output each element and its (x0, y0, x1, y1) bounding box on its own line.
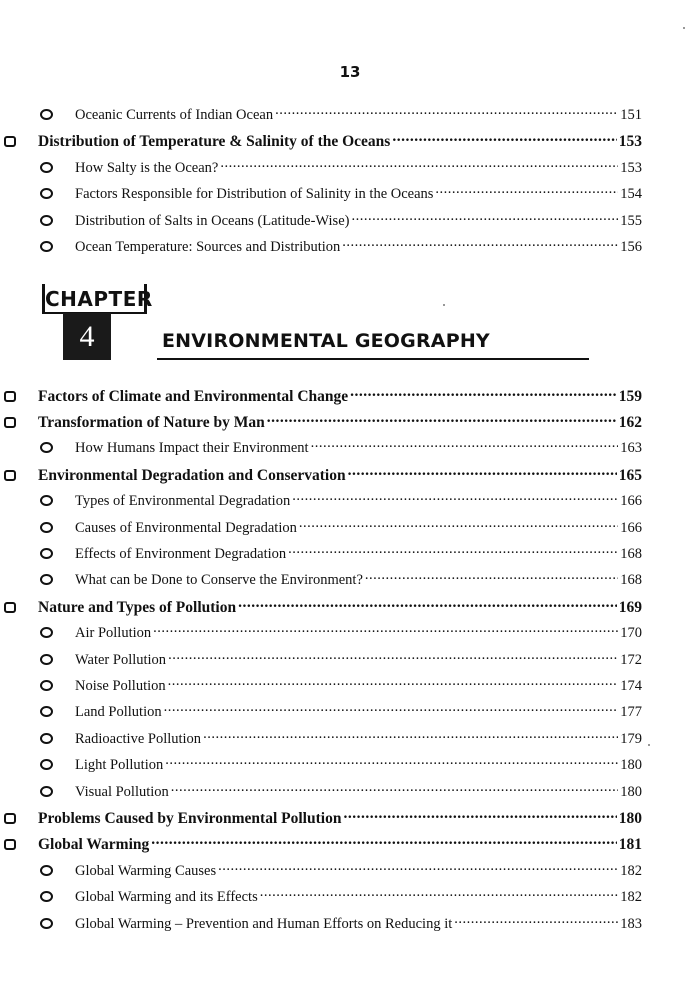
toc-subentry[interactable] (40, 728, 642, 748)
circle-bullet-icon (40, 733, 53, 744)
toc-subentry[interactable] (40, 623, 642, 643)
toc-heading-entry[interactable] (4, 596, 642, 617)
toc-entry-title: Global Warming and its Effects (75, 889, 258, 906)
toc-subentry[interactable] (40, 781, 642, 801)
toc-subentry[interactable] (40, 860, 642, 880)
toc-heading-entry[interactable] (4, 834, 642, 855)
toc-heading-entry[interactable] (4, 464, 642, 485)
toc-subentry[interactable] (40, 570, 642, 590)
toc-entry-title: Global Warming (38, 836, 150, 854)
dot-leader (165, 755, 618, 770)
circle-bullet-icon (40, 680, 53, 691)
dot-leader (292, 491, 618, 506)
toc-entry-title: How Humans Impact their Environment (75, 440, 309, 457)
scan-speck (443, 304, 445, 306)
toc-subentry[interactable] (40, 237, 642, 257)
page-number: 13 (339, 63, 361, 81)
toc-subentry[interactable] (40, 517, 642, 537)
toc-entry-page-number: 170 (620, 625, 642, 642)
circle-bullet-icon (40, 574, 53, 585)
dot-leader (435, 184, 618, 199)
dot-leader (168, 675, 619, 690)
toc-subentry[interactable] (40, 104, 642, 124)
toc-entry-title: Light Pollution (75, 757, 164, 774)
toc-subentry[interactable] (40, 649, 642, 669)
toc-entry-title: Oceanic Currents of Indian Ocean (75, 106, 274, 123)
dot-leader (220, 157, 618, 172)
dot-leader (164, 702, 619, 717)
circle-bullet-icon (40, 865, 53, 876)
toc-entry-title: Factors of Climate and Environmental Change (38, 387, 349, 405)
square-bullet-icon (4, 839, 16, 850)
toc-entry-page-number: 182 (620, 889, 642, 906)
circle-bullet-icon (40, 188, 53, 199)
dot-leader (454, 913, 618, 928)
toc-entry-page-number: 174 (620, 677, 642, 694)
toc-entry-page-number: 172 (620, 651, 642, 668)
dot-leader (260, 887, 619, 902)
circle-bullet-icon (40, 627, 53, 638)
dot-leader (151, 834, 617, 850)
dot-leader (348, 464, 617, 480)
toc-entry-title: Causes of Environmental Degradation (75, 519, 297, 536)
square-bullet-icon (4, 391, 16, 402)
dot-leader (299, 517, 618, 532)
dot-leader (171, 781, 618, 796)
circle-bullet-icon (40, 162, 53, 173)
dot-leader (168, 649, 618, 664)
dot-leader (343, 807, 616, 823)
circle-bullet-icon (40, 109, 53, 120)
dot-leader (153, 623, 618, 638)
toc-entry-page-number: 153 (618, 133, 642, 150)
toc-entry-page-number: 154 (620, 186, 642, 202)
circle-bullet-icon (40, 654, 53, 665)
toc-heading-entry[interactable] (4, 807, 642, 828)
dot-leader (203, 728, 618, 743)
dot-leader (365, 570, 618, 585)
circle-bullet-icon (40, 891, 53, 902)
toc-entry-title: Distribution of Salts in Oceans (Latitude-Wise) (75, 212, 350, 229)
toc-subentry[interactable] (40, 157, 642, 177)
toc-entry-title: Transformation of Nature by Man (38, 413, 265, 431)
scan-speck (683, 27, 685, 29)
toc-entry-title: How Salty is the Ocean? (75, 159, 219, 176)
square-bullet-icon (4, 813, 16, 824)
toc-entry-title: Radioactive Pollution (75, 730, 202, 747)
toc-entry-page-number: 181 (618, 836, 642, 854)
chapter-label: CHAPTER (42, 284, 147, 314)
toc-subentry[interactable] (40, 543, 642, 563)
toc-entry-page-number: 177 (620, 704, 642, 721)
toc-entry-page-number: 168 (620, 572, 642, 589)
toc-entry-title: Visual Pollution (75, 783, 169, 800)
toc-heading-entry[interactable] (4, 385, 642, 406)
toc-entry-title: Global Warming – Prevention and Human Efforts on Reducing it (75, 915, 453, 932)
toc-heading-entry[interactable] (4, 131, 642, 152)
toc-subentry[interactable] (40, 755, 642, 775)
circle-bullet-icon (40, 241, 53, 252)
dot-leader (288, 543, 618, 558)
toc-entry-page-number: 156 (620, 239, 642, 255)
chapter-title-underline (157, 358, 589, 360)
toc-entry-page-number: 182 (620, 862, 642, 879)
toc-entry-page-number: 153 (620, 159, 642, 176)
dot-leader (267, 411, 617, 427)
toc-entry-title: Problems Caused by Environmental Pollution (38, 809, 342, 827)
dot-leader (351, 210, 618, 225)
chapter-title: ENVIRONMENTAL GEOGRAPHY (162, 330, 490, 352)
chapter-number-badge: 4 (63, 313, 111, 360)
toc-entry-page-number: 180 (620, 783, 642, 800)
square-bullet-icon (4, 417, 16, 428)
toc-subentry[interactable] (40, 438, 642, 458)
circle-bullet-icon (40, 706, 53, 717)
toc-entry-title: Water Pollution (75, 651, 167, 668)
toc-entry-title: Air Pollution (75, 625, 152, 642)
toc-entry-page-number: 155 (620, 212, 642, 229)
square-bullet-icon (4, 602, 16, 613)
square-bullet-icon (4, 136, 16, 147)
toc-entry-title: Factors Responsible for Distribution of Salinity in the Oceans (75, 186, 434, 202)
square-bullet-icon (4, 470, 16, 481)
circle-bullet-icon (40, 442, 53, 453)
toc-entry-title: Land Pollution (75, 704, 162, 721)
dot-leader (311, 438, 619, 453)
dot-leader (392, 131, 616, 147)
toc-entry-title: Noise Pollution (75, 677, 166, 694)
scan-speck (648, 744, 650, 746)
toc-entry-title: Global Warming Causes (75, 862, 217, 879)
toc-subentry[interactable] (40, 702, 642, 722)
toc-subentry[interactable] (40, 913, 642, 933)
toc-entry-page-number: 162 (618, 413, 642, 431)
circle-bullet-icon (40, 918, 53, 929)
toc-entry-page-number: 165 (618, 466, 642, 484)
toc-entry-title: Effects of Environment Degradation (75, 545, 287, 562)
toc-subentry[interactable] (40, 184, 642, 204)
dot-leader (350, 385, 617, 401)
circle-bullet-icon (40, 548, 53, 559)
dot-leader (275, 104, 618, 119)
toc-subentry[interactable] (40, 210, 642, 230)
toc-entry-page-number: 151 (620, 106, 642, 123)
toc-entry-title: Types of Environmental Degradation (75, 493, 291, 510)
toc-entry-title: Nature and Types of Pollution (38, 598, 237, 616)
circle-bullet-icon (40, 495, 53, 506)
toc-heading-entry[interactable] (4, 411, 642, 432)
toc-entry-page-number: 159 (618, 387, 642, 405)
circle-bullet-icon (40, 786, 53, 797)
dot-leader (218, 860, 618, 875)
toc-entry-page-number: 168 (620, 545, 642, 562)
toc-entry-page-number: 166 (620, 493, 642, 510)
toc-entry-page-number: 169 (618, 598, 642, 616)
toc-entry-page-number: 183 (620, 915, 642, 932)
circle-bullet-icon (40, 522, 53, 533)
toc-entry-page-number: 180 (620, 757, 642, 774)
toc-entry-title: Distribution of Temperature & Salinity of the Oceans (38, 133, 391, 150)
toc-subentry[interactable] (40, 675, 642, 695)
toc-entry-page-number: 163 (620, 440, 642, 457)
toc-entry-title: Environmental Degradation and Conservation (38, 466, 346, 484)
circle-bullet-icon (40, 215, 53, 226)
toc-subentry[interactable] (40, 491, 642, 511)
dot-leader (342, 237, 618, 252)
toc-entry-title: What can be Done to Conserve the Environment? (75, 572, 363, 589)
toc-entry-page-number: 180 (618, 809, 642, 827)
toc-entry-page-number: 166 (620, 519, 642, 536)
circle-bullet-icon (40, 759, 53, 770)
toc-subentry[interactable] (40, 887, 642, 907)
dot-leader (238, 596, 617, 612)
toc-entry-page-number: 179 (620, 730, 642, 747)
toc-entry-title: Ocean Temperature: Sources and Distribution (75, 239, 341, 255)
